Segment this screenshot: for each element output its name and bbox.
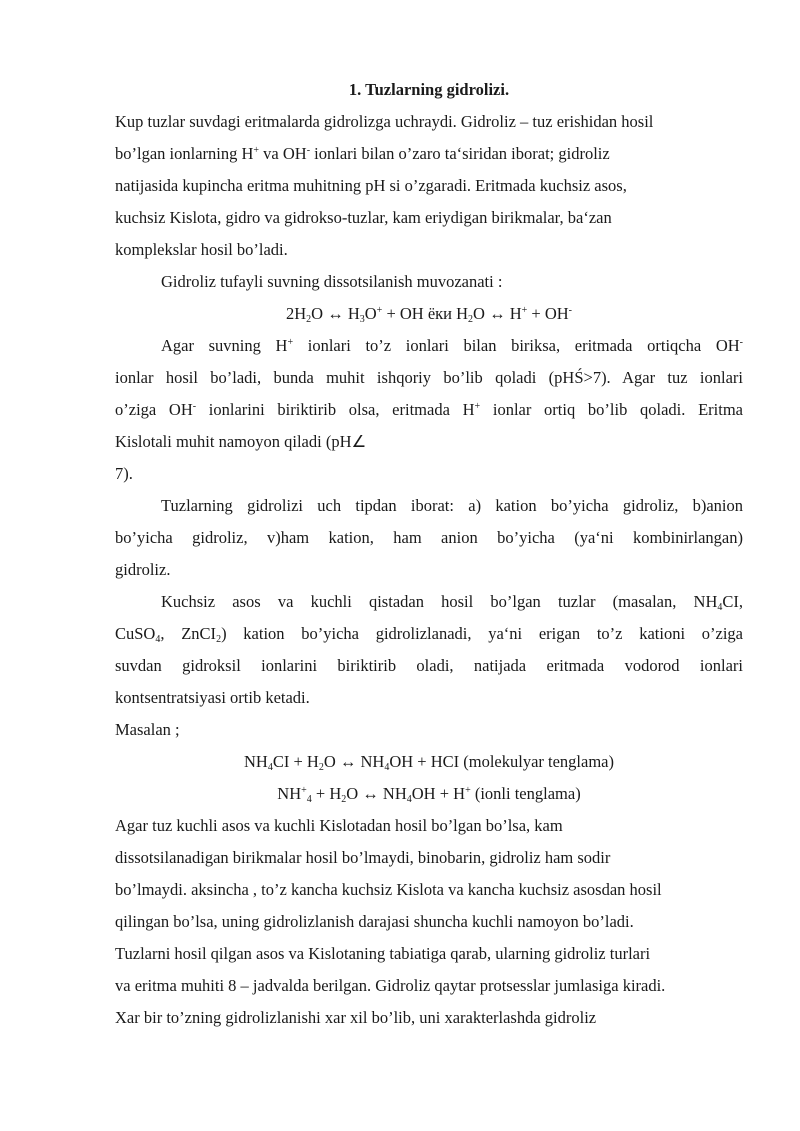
text-line: Agar tuz kuchli asos va kuchli Kislotadan hosil bo’lgan bo’lsa, kam [115, 816, 563, 835]
text-line: komplekslar hosil bo’ladi. [115, 240, 288, 259]
text-line: Xar bir to’zning gidrolizlanishi xar xil bo’lib, uni xarakterlashda gidroliz [115, 1008, 597, 1027]
text-line: Agar suvning H+ ionlari to’z ionlari bilan biriksa, eritmada ortiqcha OH- [161, 336, 744, 355]
text-line: kuchsiz Kislota, gidro va gidrokso-tuzlar, kam eriydigan birikmalar, ba‘zan [115, 208, 612, 227]
text-line: kontsentratsiyasi ortib ketadi. [115, 688, 310, 707]
text-line: CuSO$_4$, ZnCI$_2$) kation bo’yicha gidrolizlanadi, ya‘ni erigan to’z kationi o’ziga [115, 624, 743, 645]
document-page [115, 74, 743, 1034]
equation-ionic: $NH^+_4 + H_2O$ ↔ $NH_4OH + H^+$ (ionli tenglama) [277, 784, 581, 805]
text-line: Kup tuzlar suvdagi eritmalarda gidrolizga uchraydi. Gidroliz – tuz erishidan hosil [115, 112, 654, 131]
text-line: bo’lmaydi. aksincha , to’z kancha kuchsiz Kislota va kancha kuchsiz asosdan hosil [115, 880, 662, 899]
text-line: dissotsilanadigan birikmalar hosil bo’lmaydi, binobarin, gidroliz ham sodir [115, 848, 611, 867]
equation-water-dissociation: $2H_2O$ ↔ $H_3O^+$ + OH ёки $H_2O$ ↔ H+ + OH- [285, 304, 573, 325]
text-line: o’ziga OH- ionlarini biriktirib olsa, eritmada H+ ionlar ortiq bo’lib qoladi. Eritma [115, 400, 743, 419]
paragraph-4 [115, 490, 743, 586]
paragraph-1 [115, 106, 743, 266]
paragraph-2: Gidroliz tufayli suvning dissotsilanish muvozanati : [161, 272, 503, 291]
paragraph-5 [115, 586, 743, 714]
text-line: suvdan gidroksil ionlarini biriktirib oladi, natijada eritmada vodorod ionlari [115, 656, 743, 675]
text-line: ionlar hosil bo’ladi, bunda muhit ishqoriy bo’lib qoladi (pHŚ>7). Agar tuz ionlari [115, 368, 743, 387]
text-line: gidroliz. [115, 560, 171, 579]
text-line: Kuchsiz asos va kuchli qistadan hosil bo’lgan tuzlar (masalan, $NH_4CI$, [161, 592, 743, 613]
text-line: 7). [115, 464, 133, 483]
text-line: Kislotali muhit namoyon qiladi (pH∠ [115, 432, 367, 451]
example-label: Masalan ; [115, 720, 180, 739]
text-line: Tuzlarni hosil qilgan asos va Kislotaning tabiatiga qarab, ularning gidroliz turlari [115, 944, 651, 963]
text-line: qilingan bo’lsa, uning gidrolizlanish darajasi shuncha kuchli namoyon bo’ladi. [115, 912, 634, 931]
text-line: bo’yicha gidroliz, v)ham kation, ham anion bo’yicha (ya‘ni kombinirlangan) [115, 528, 743, 547]
paragraph-6 [115, 810, 743, 1034]
text-line: Tuzlarning gidrolizi uch tipdan iborat: a) kation bo’yicha gidroliz, b)anion [161, 496, 743, 515]
text-line: va eritma muhiti 8 – jadvalda berilgan. Gidroliz qaytar protsesslar jumlasiga kiradi. [115, 976, 666, 995]
equation-molecular: $NH_4CI + H_2O$ ↔ $NH_4OH$ + HCI (molekulyar tenglama) [244, 752, 614, 773]
paragraph-3 [115, 330, 743, 490]
text-line: natijasida kupincha eritma muhitning pH si o’zgaradi. Eritmada kuchsiz asos, [115, 176, 627, 195]
section-title: 1. Tuzlarning gidrolizi. [348, 80, 510, 99]
text-line: bo’lgan ionlarning H+ va OH- ionlari bilan o’zaro ta‘siridan iborat; gidroliz [115, 144, 610, 163]
